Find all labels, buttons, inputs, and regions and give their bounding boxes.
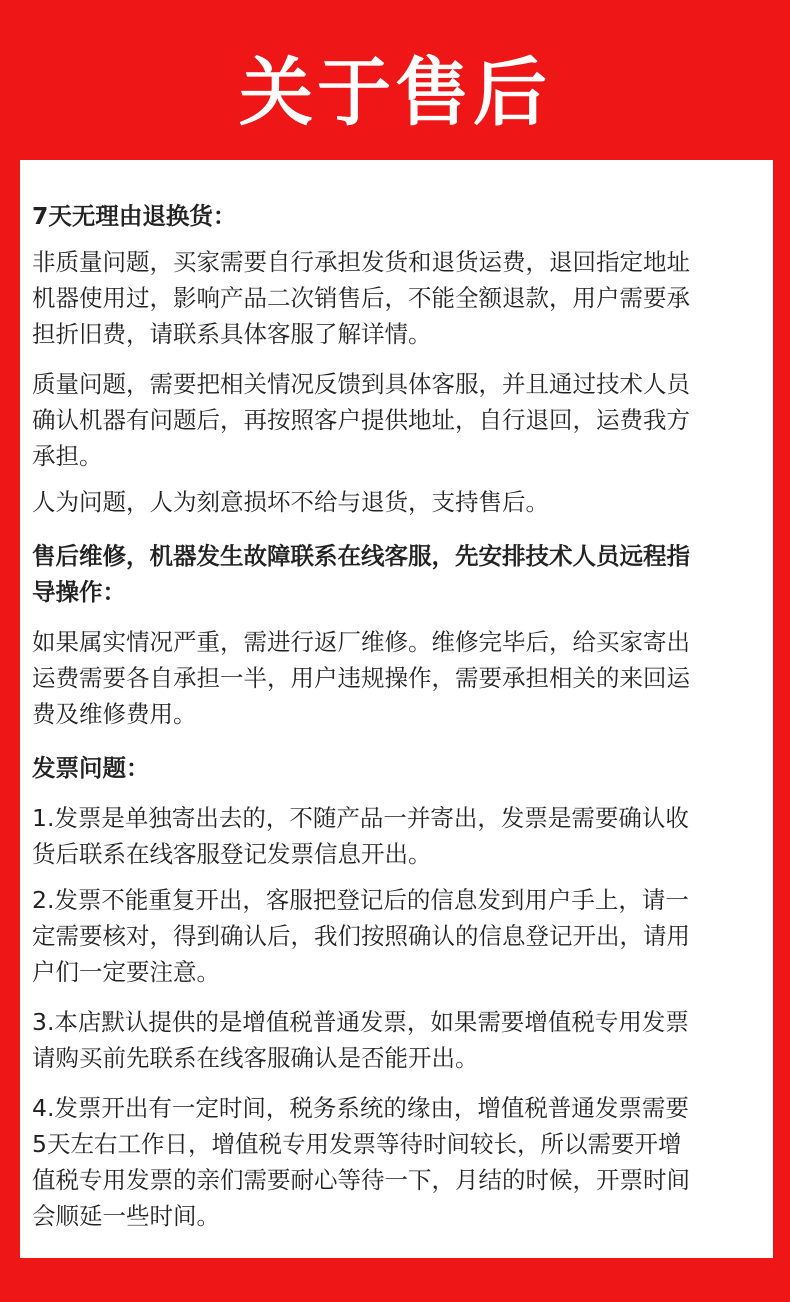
text-line: 运费需要各自承担一半，用户违规操作，需要承担相关的来回运: [32, 664, 690, 692]
return-quality-paragraph: [32, 366, 761, 474]
text-line: 1.发票是单独寄出去的，不随产品一并寄出，发票是需要确认收: [32, 804, 689, 832]
page-title: 关于售后: [239, 50, 551, 136]
return-policy-heading: [32, 198, 761, 234]
text-line: 担折旧费，请联系具体客服了解详情。: [32, 320, 432, 348]
text-line: 4.发票开出有一定时间，税务系统的缘由，增值税普通发票需要: [32, 1094, 689, 1122]
text-line: 会顺延一些时间。: [32, 1202, 220, 1230]
heading-line: 发票问题：: [32, 754, 150, 782]
text-line: 定需要核对，得到确认后，我们按照确认的信息登记开出，请用: [32, 922, 690, 950]
text-line: 质量问题，需要把相关情况反馈到具体客服，并且通过技术人员: [32, 370, 690, 398]
text-line: 承担。: [32, 442, 103, 470]
invoice-item-2: [32, 882, 761, 990]
heading-line: 7天无理由退换货：: [32, 202, 237, 230]
text-line: 非质量问题，买家需要自行承担发货和退货运费，退回指定地址: [32, 248, 690, 276]
text-line: 机器使用过，影响产品二次销售后，不能全额退款，用户需要承: [32, 284, 690, 312]
invoice-heading: [32, 750, 761, 786]
heading-line: 导操作：: [32, 578, 126, 606]
text-line: 值税专用发票的亲们需要耐心等待一下，月结的时候，开票时间: [32, 1166, 690, 1194]
return-human-damage-paragraph: [32, 484, 761, 520]
text-line: 3.本店默认提供的是增值税普通发票，如果需要增值税专用发票: [32, 1008, 689, 1036]
invoice-item-3: [32, 1004, 761, 1076]
invoice-item-4: [32, 1090, 761, 1234]
return-non-quality-paragraph: [32, 244, 761, 352]
text-line: 货后联系在线客服登记发票信息开出。: [32, 840, 432, 868]
repair-paragraph: [32, 624, 761, 732]
text-line: 户们一定要注意。: [32, 958, 220, 986]
text-line: 2.发票不能重复开出，客服把登记后的信息发到用户手上，请一: [32, 886, 689, 914]
heading-line: 售后维修，机器发生故障联系在线客服，先安排技术人员远程指: [32, 542, 690, 570]
text-line: 请购买前先联系在线客服确认是否能开出。: [32, 1044, 479, 1072]
invoice-item-1: [32, 800, 761, 872]
text-line: 费及维修费用。: [32, 700, 197, 728]
text-line: 5天左右工作日，增值税专用发票等待时间较长，所以需要开增: [32, 1130, 682, 1158]
text-line: 如果属实情况严重，需进行返厂维修。维修完毕后，给买家寄出: [32, 628, 690, 656]
text-line: 确认机器有问题后，再按照客户提供地址，自行退回，运费我方: [32, 406, 690, 434]
text-line: 人为问题，人为刻意损坏不给与退货，支持售后。: [32, 488, 549, 516]
content-panel: [20, 160, 773, 1258]
repair-heading: [32, 538, 761, 610]
